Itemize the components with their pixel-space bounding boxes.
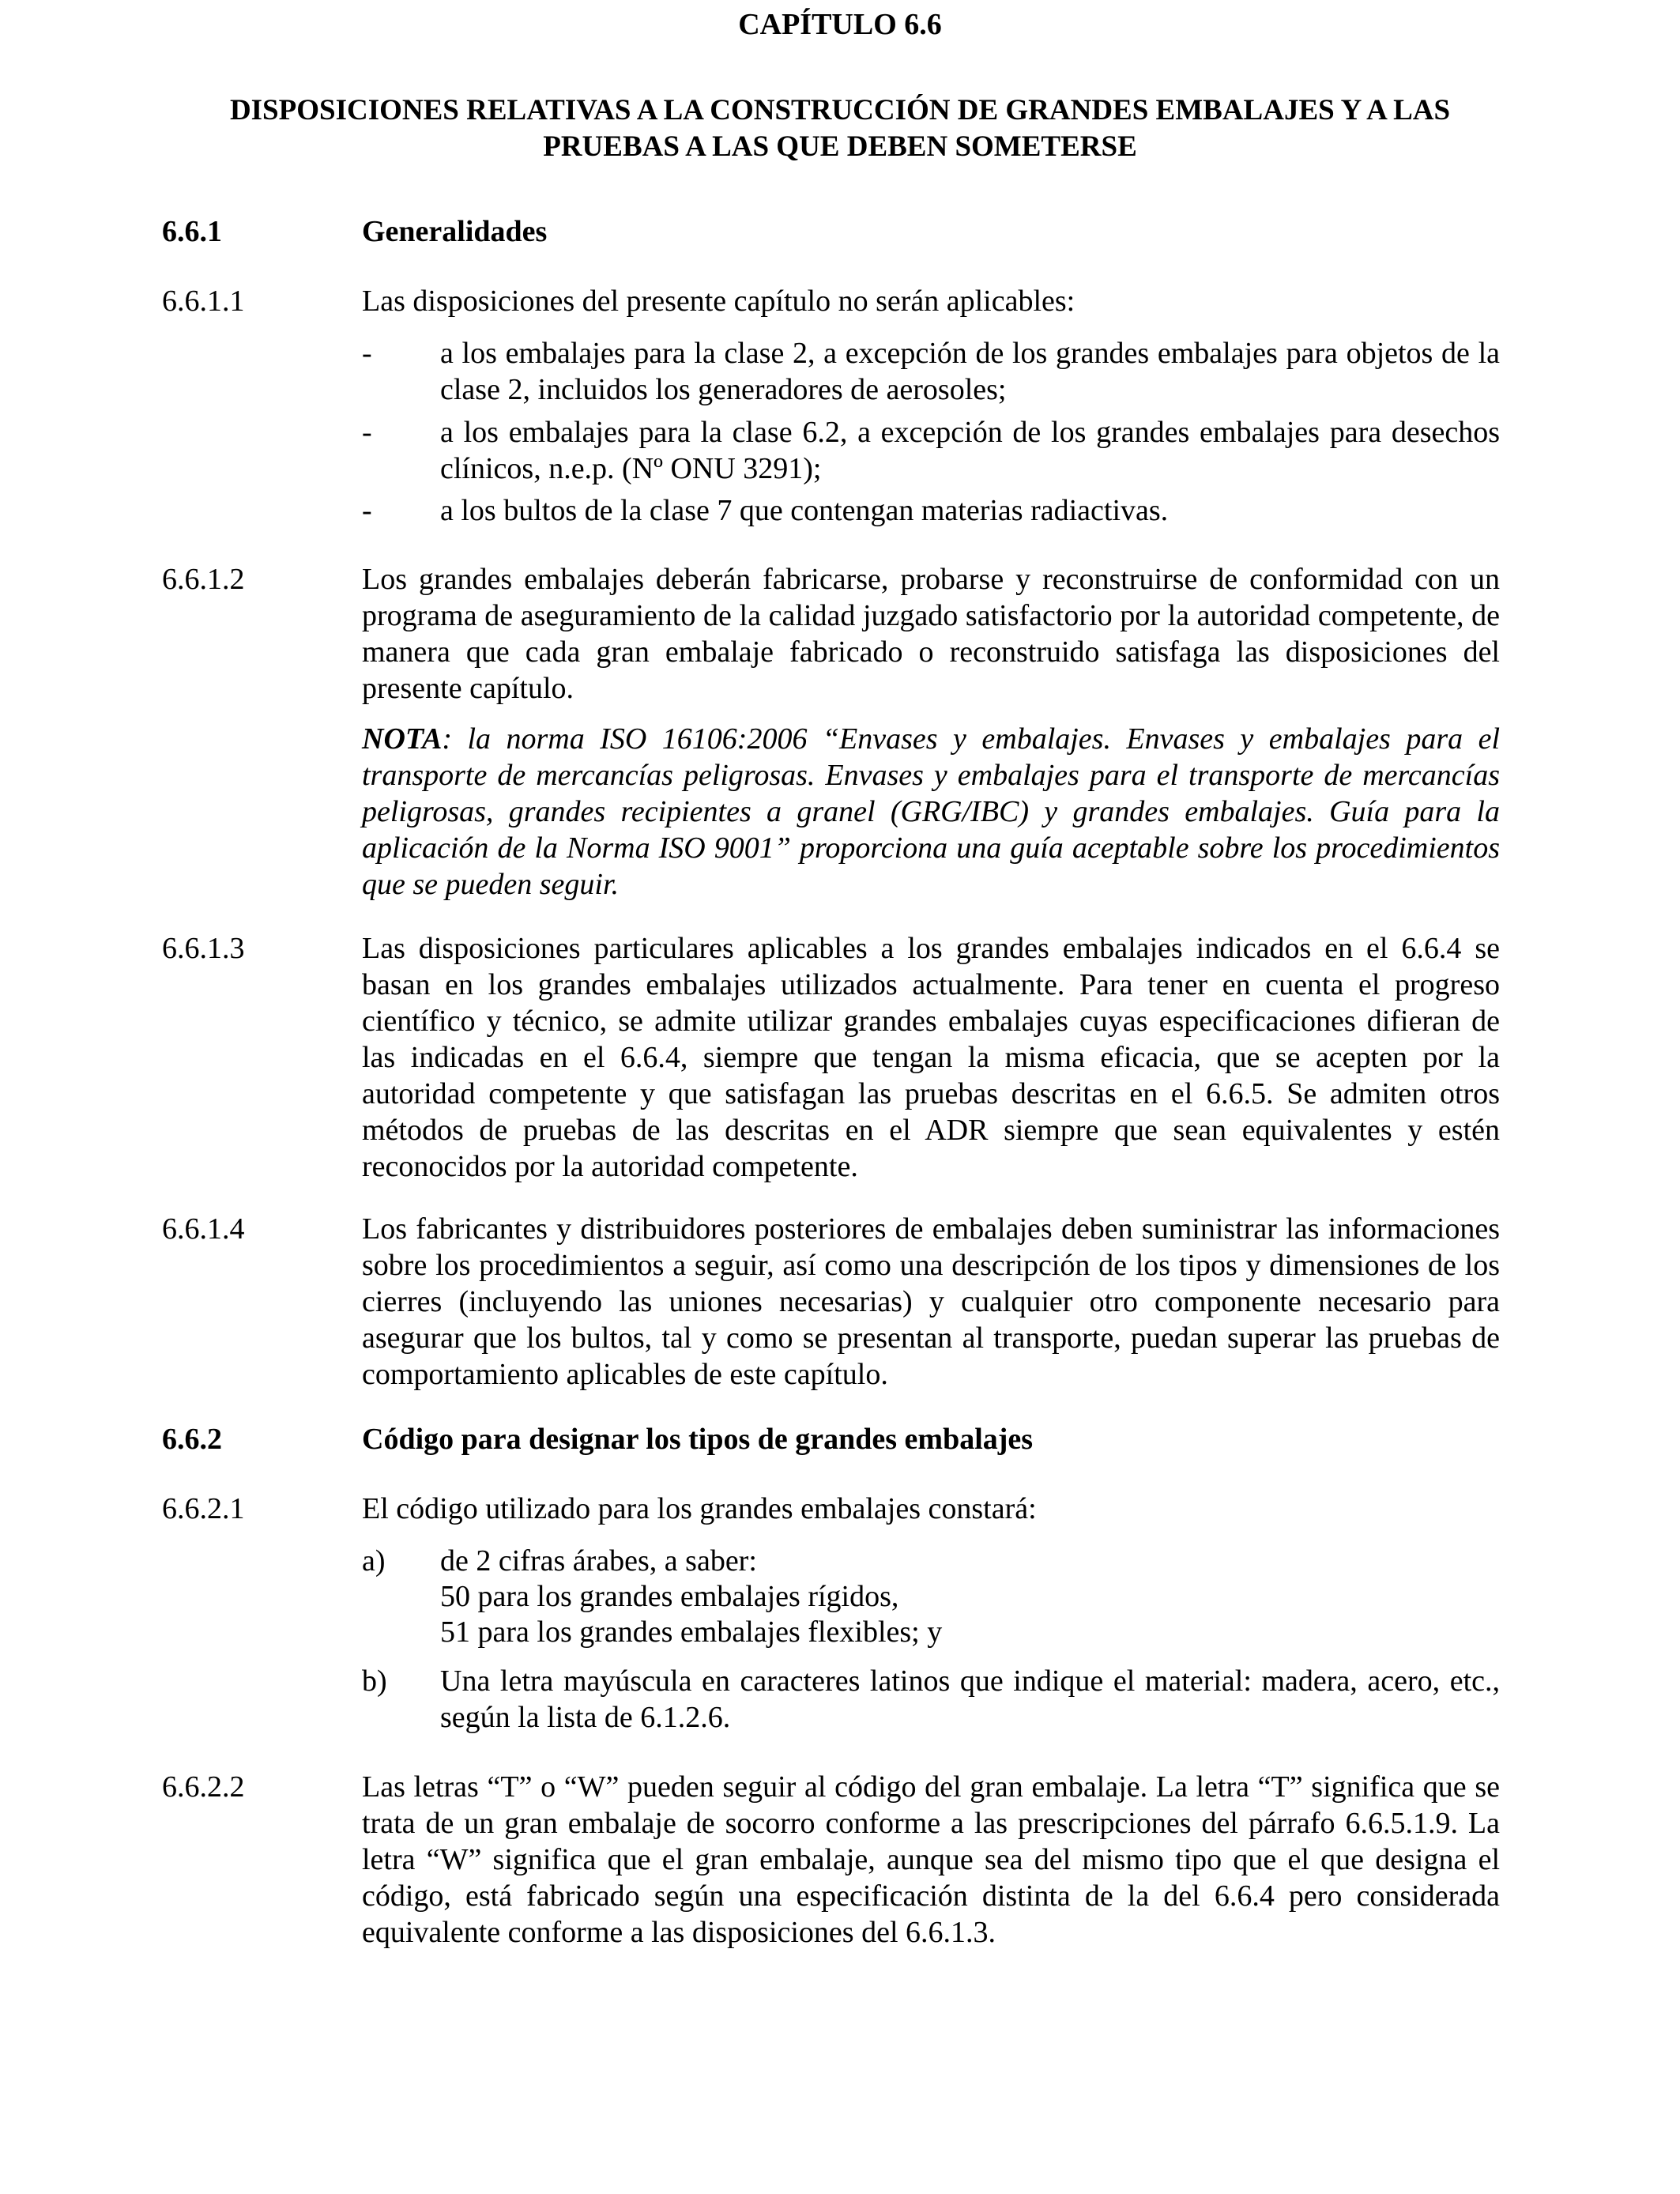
list-item: a los embalajes para la clase 2, a excepción de los grandes embalajes para objetos de la clase 2, incluidos los generadores de aerosoles; [440,337,1500,406]
section-number-6-6-1: 6.6.1 [162,215,222,248]
paragraph-number-6-6-1-3: 6.6.1.3 [162,932,245,965]
paragraph-number-6-6-1-2: 6.6.1.2 [162,563,245,596]
list-item-a-line-2: 51 para los grandes embalajes flexibles; y [440,1615,943,1649]
list-item-b: Una letra mayúscula en caracteres latinos que indique el material: madera, acero, etc., según la lista de 6.1.2.6. [440,1664,1500,1734]
list-item: a los bultos de la clase 7 que contengan materias radiactivas. [440,494,1169,527]
list-label-b: b) [362,1664,387,1698]
section-heading-codigo: Código para designar los tipos de grandes embalajes [362,1423,1034,1456]
list-bullet: - [362,337,372,370]
paragraph-6-6-1-1-intro: Las disposiciones del presente capítulo no serán aplicables: [362,285,1075,318]
list-bullet: - [362,416,372,449]
paragraph-number-6-6-1-4: 6.6.1.4 [162,1212,245,1246]
note-block [362,721,1500,903]
note-text: : la norma ISO 16106:2006 “Envases y embalajes. Envases y embalajes para el transporte de mercancías peligrosas. Envases y embalajes para el transporte de mercancías peligrosas, grandes recipientes a granel (GRG/IBC) y grandes embalajes. Guía para la aplicación de la Norma ISO 9001” proporciona una guía aceptable sobre los procedimientos que se pueden seguir. [362,722,1500,901]
section-heading-generalidades: Generalidades [362,215,548,248]
paragraph-6-6-2-2-text: Las letras “T” o “W” pueden seguir al código del gran embalaje. La letra “T” significa que se trata de un gran embalaje de socorro conforme a las prescripciones del párrafo 6.6.5.1.9. La letra “W” significa que el gran embalaje, aunque sea del mismo tipo que el que designa el código, está fabricado según una especificación distinta de la del 6.6.4 pero considerada equivalente conforme a las disposiciones del 6.6.1.3. [362,1770,1500,1949]
paragraph-number-6-6-2-1: 6.6.2.1 [162,1492,245,1525]
paragraph-number-6-6-1-1: 6.6.1.1 [162,285,245,318]
note-label: NOTA [362,722,443,756]
paragraph-6-6-1-2-text: Los grandes embalajes deberán fabricarse, probarse y reconstruirse de conformidad con un programa de aseguramiento de la calidad juzgado satisfactorio por la autoridad competente, de manera que cada gran embalaje fabricado o reconstruido satisfaga las disposiciones del presente capítulo. [362,563,1500,705]
list-item-a-line-1: 50 para los grandes embalajes rígidos, [440,1580,899,1613]
section-number-6-6-2: 6.6.2 [162,1423,222,1456]
list-item-a: de 2 cifras árabes, a saber: [440,1544,757,1578]
chapter-heading: CAPÍTULO 6.6 [738,8,942,41]
list-bullet: - [362,494,372,527]
paragraph-number-6-6-2-2: 6.6.2.2 [162,1770,245,1804]
list-label-a: a) [362,1544,386,1578]
list-item: a los embalajes para la clase 6.2, a excepción de los grandes embalajes para desechos clínicos, n.e.p. (Nº ONU 3291); [440,416,1500,485]
chapter-title: DISPOSICIONES RELATIVAS A LA CONSTRUCCIÓN DE GRANDES EMBALAJES Y A LAS PRUEBAS A LAS QUE DEBEN SOMETERSE [229,94,1451,163]
paragraph-6-6-1-4-text: Los fabricantes y distribuidores posteriores de embalajes deben suministrar las informaciones sobre los procedimientos a seguir, así como una descripción de los tipos y dimensiones de los cierres (incluyendo las uniones necesarias) y cualquier otro componente necesario para asegurar que los bultos, tal y como se presentan al transporte, puedan superar las pruebas de comportamiento aplicables de este capítulo. [362,1212,1500,1391]
paragraph-6-6-1-3-text: Las disposiciones particulares aplicables a los grandes embalajes indicados en el 6.6.4 se basan en los grandes embalajes utilizados actualmente. Para tener en cuenta el progreso científico y técnico, se admite utilizar grandes embalajes cuyas especificaciones difieran de las indicadas en el 6.6.4, siempre que tengan la misma eficacia, que se acepten por la autoridad competente y que satisfagan las pruebas descritas en el 6.6.5. Se admiten otros métodos de pruebas de las descritas en el ADR siempre que sean equivalentes y estén reconocidos por la autoridad competente. [362,932,1500,1183]
paragraph-6-6-2-1-intro: El código utilizado para los grandes embalajes constará: [362,1492,1037,1525]
